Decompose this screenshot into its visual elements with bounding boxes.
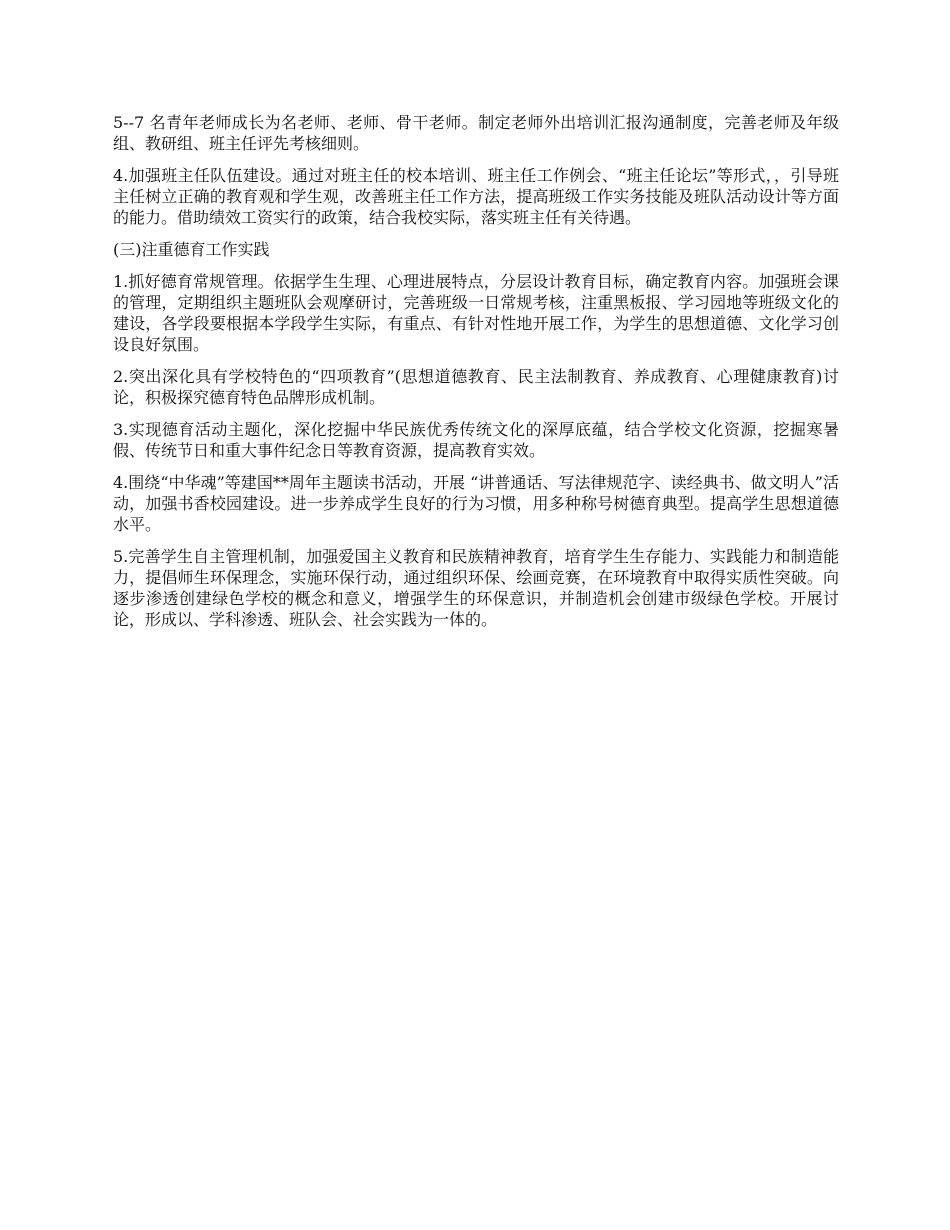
section-heading-moral-practice: (三)注重德育工作实践 [113, 240, 270, 259]
paragraph-reading-activity: 4.围绕“中华魂”等建国**周年主题读书活动，开展 “讲普通话、写法律规范字、读经典书、做文明人”活动，加强书香校园建设。进一步养成学生良好的行为习惯，用多种称号树德育典型。提高学生思想道德水平。 [113, 473, 839, 534]
paragraph-moral-routine: 1.抓好德育常规管理。依据学生生理、心理进展特点，分层设计教育目标，确定教育内容。加强班会课的管理，定期组织主题班队会观摩研讨，完善班级一日常规考核，注重黑板报、学习园地等班级文化的建设，各学段要根据本学段学生实际，有重点、有针对性地开展工作，为学生的思想道德、文化学习创设良好氛围。 [113, 272, 839, 354]
paragraph-teacher-growth: 5--7 名青年老师成长为名老师、老师、骨干老师。制定老师外出培训汇报沟通制度，完善老师及年级组、教研组、班主任评先考核细则。 [113, 113, 839, 153]
paragraph-activity-themes: 3.实现德育活动主题化，深化挖掘中华民族优秀传统文化的深厚底蕴，结合学校文化资源，挖掘寒暑假、传统节日和重大事件纪念日等教育资源，提高教育实效。 [113, 420, 839, 460]
document-page [113, 112, 839, 641]
paragraph-four-educations: 2.突出深化具有学校特色的“四项教育”(思想道德教育、民主法制教育、养成教育、心理健康教育)讨论，积极探究德育特色品牌形成机制。 [113, 367, 839, 407]
paragraph-class-teacher-team: 4.加强班主任队伍建设。通过对班主任的校本培训、班主任工作例会、“班主任论坛”等形式，，引导班主任树立正确的教育观和学生观，改善班主任工作方法，提高班级工作实务技能及班队活动设计等方面的能力。借助绩效工资实行的政策，结合我校实际，落实班主任有关待遇。 [113, 166, 839, 227]
paragraph-self-management: 5.完善学生自主管理机制，加强爱国主义教育和民族精神教育，培育学生生存能力、实践能力和制造能力，提倡师生环保理念，实施环保行动，通过组织环保、绘画竞赛，在环境教育中取得实质性突破。向逐步渗透创建绿色学校的概念和意义，增强学生的环保意识，并制造机会创建市级绿色学校。开展讨论，形成以、学科渗透、班队会、社会实践为一体的。 [113, 547, 839, 629]
